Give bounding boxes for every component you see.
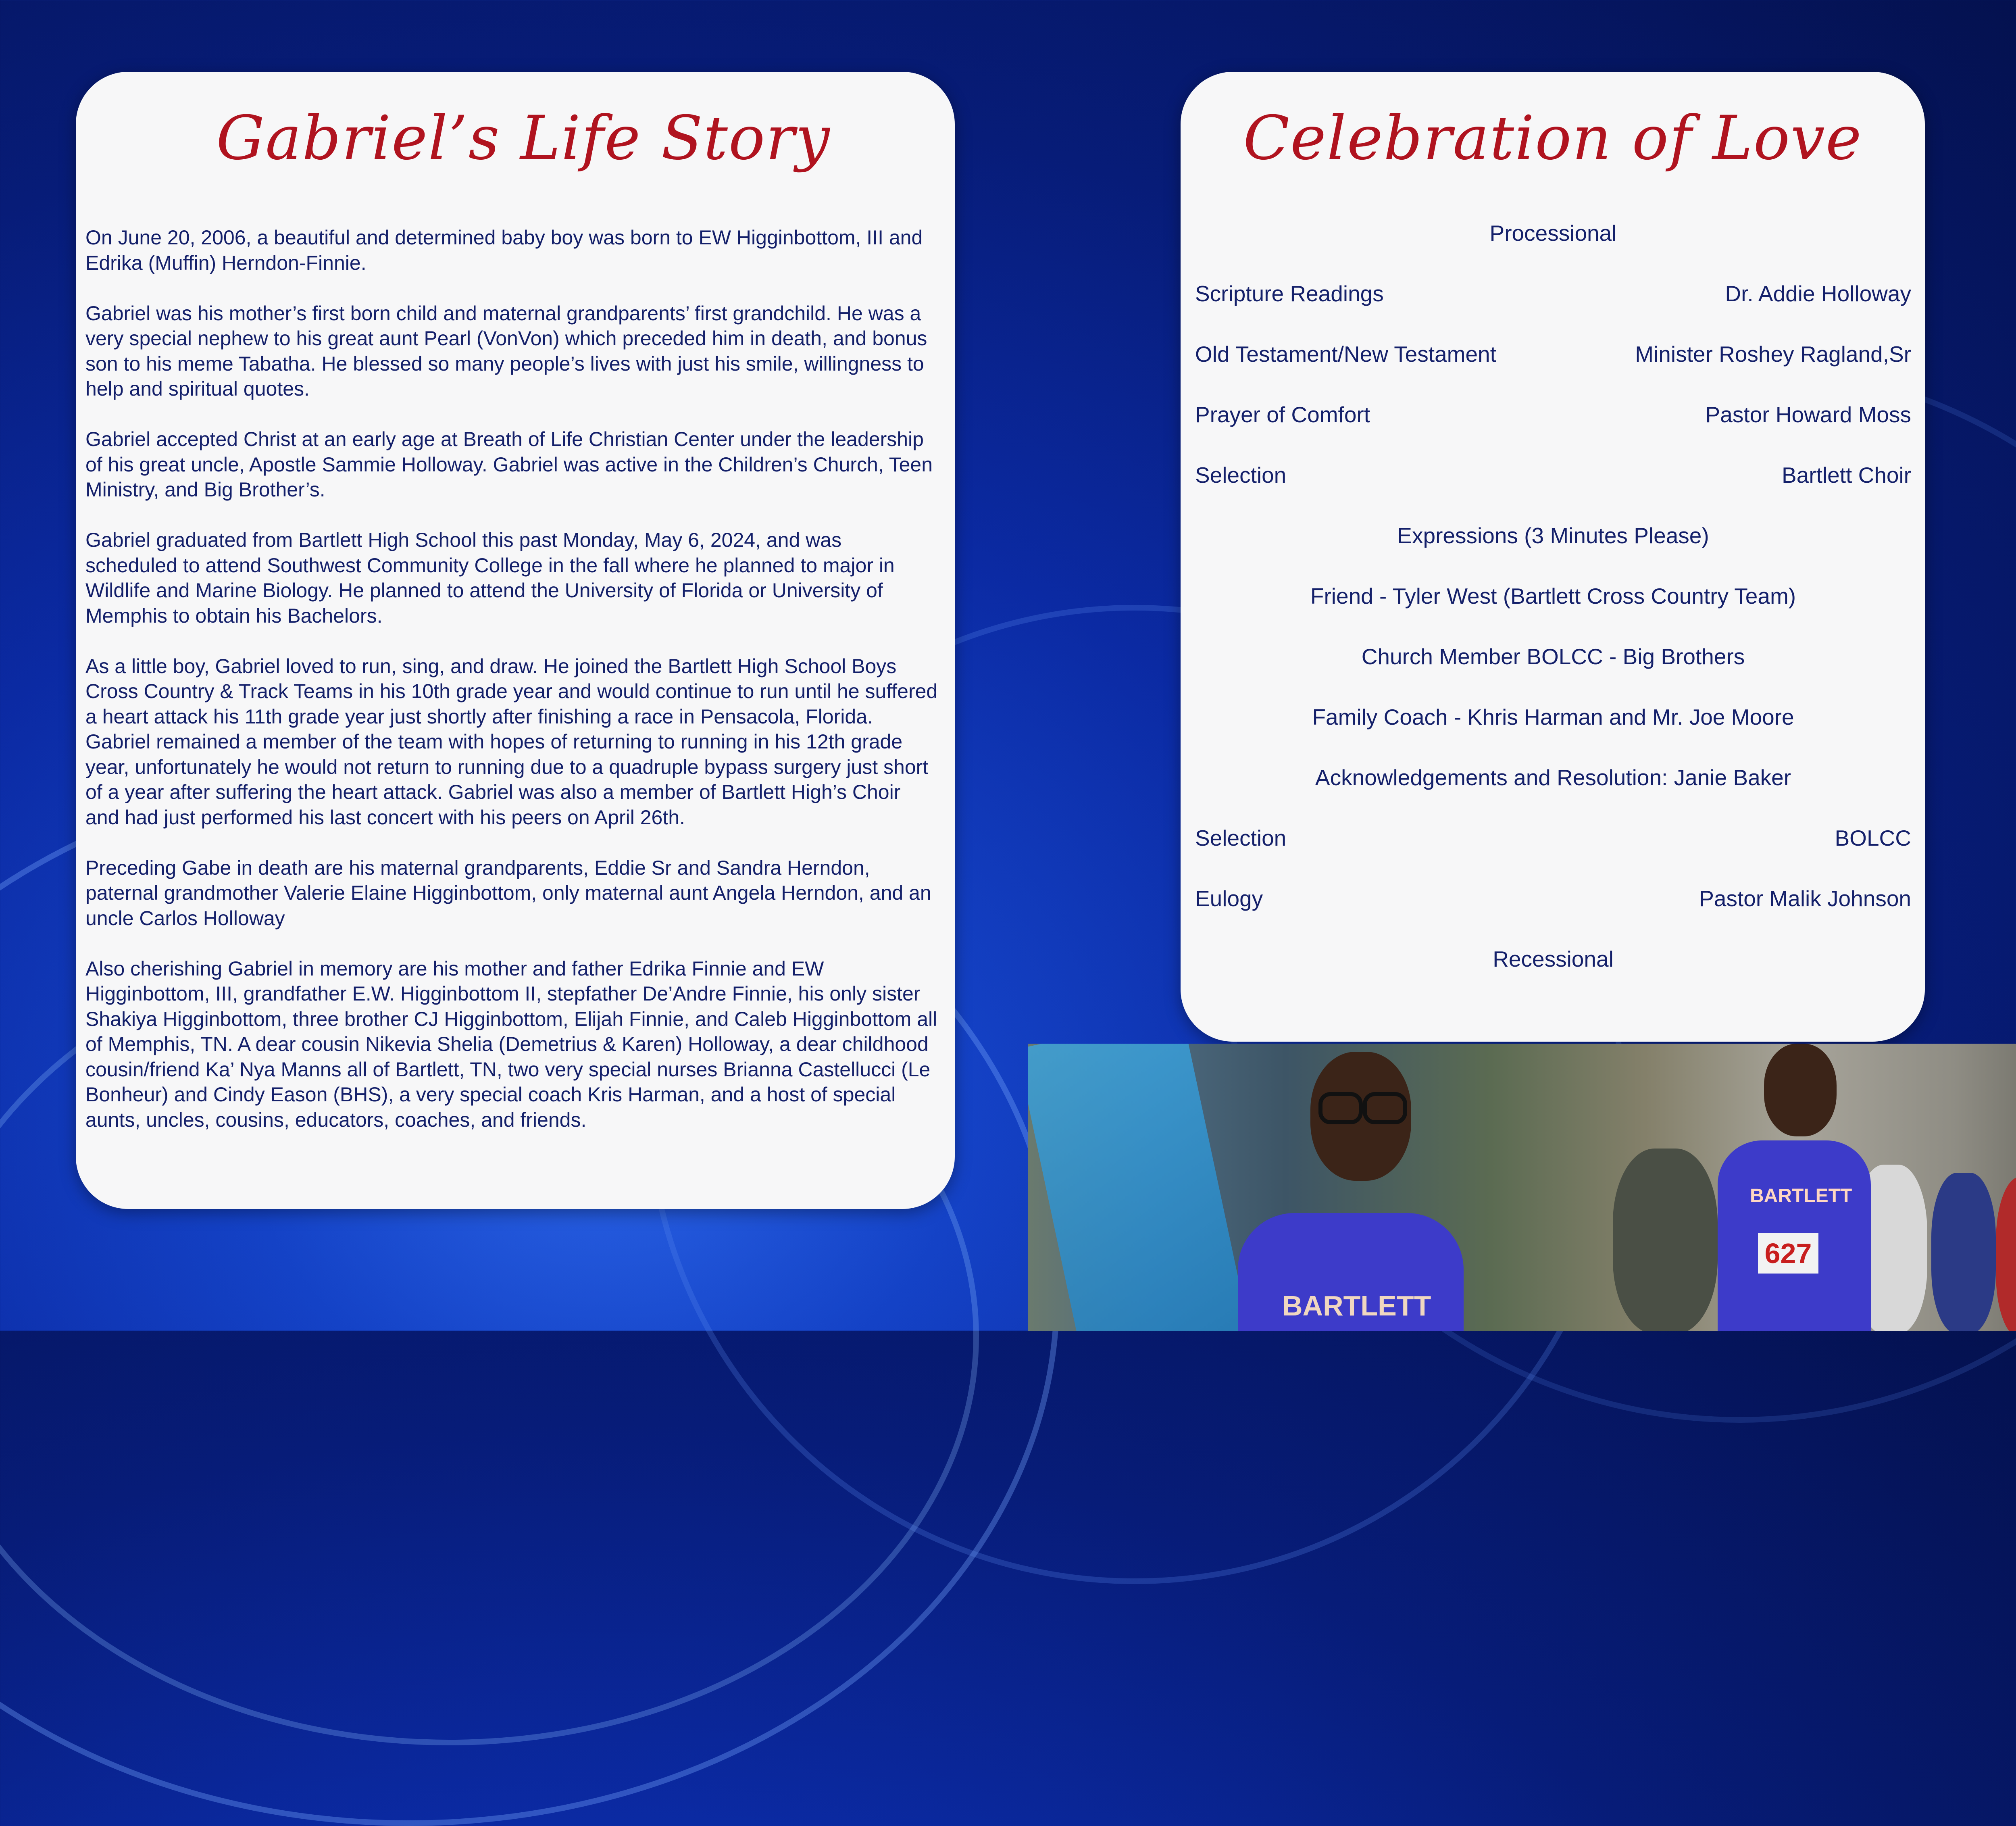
runner-photo [1028, 1044, 2016, 1331]
story-paragraph-6: Preceding Gabe in death are his maternal grandparents, Eddie Sr and Sandra Herndon, paternal grandmother Valerie Elaine Higginbottom, only maternal aunt Angela Herndon, and an uncle Carlos Holloway [85, 856, 931, 930]
runner-right-head [1764, 1044, 1837, 1136]
program-item-family-coach [1195, 687, 1911, 747]
life-story-panel [76, 72, 955, 1209]
story-paragraph-5: As a little boy, Gabriel loved to run, sing, and draw. He joined the Bartlett High School Boys Cross Country & Track Teams in his 10th grade year and would continue to run until he suffered a heart attack his 11th grade year just shortly after finishing a race in Pensacola, Florida. Gabriel remained a member of the team with hopes of returning to running in his 12th grade year, unfortunately he would not return to running due to a quadruple bypass surgery just short of a year after suffering the heart attack. Gabriel was also a member of Bartlett High’s Choir and had just performed his last concert with his peers on April 26th. [85, 655, 938, 829]
life-story-text [85, 225, 939, 1158]
program-item-label: Expressions (3 Minutes Please) [1397, 523, 1709, 548]
program-item-label: Eulogy [1195, 886, 1263, 911]
story-paragraph-1: On June 20, 2006, a beautiful and determined baby boy was born to EW Higginbottom, III and Edrika (Muffin) Herndon-Finnie. [85, 226, 923, 274]
program-item-eulogy [1195, 868, 1911, 929]
program-item-scripture [1195, 263, 1911, 324]
program-item-person: BOLCC [1835, 825, 1911, 850]
program-item-label: Church Member BOLCC - Big Brothers [1361, 644, 1745, 669]
story-paragraph-2: Gabriel was his mother’s first born child and maternal grandparents’ first grandchild. He was a very special nephew to his great aunt Pearl (VonVon) which preceded him in death, and bonus son to his meme Tabatha. He blessed so many people’s lives with just his smile, willingness to help and spiritual quotes. [85, 302, 927, 400]
race-banner [1028, 1044, 1258, 1331]
program-item-label: Recessional [1493, 946, 1614, 971]
story-paragraph-3: Gabriel accepted Christ at an early age at Breath of Life Christian Center under the leadership of his great uncle, Apostle Sammie Holloway. Gabriel was active in the Children’s Church, Teen Ministry, and Big Brother’s. [85, 428, 933, 501]
crowd-silhouette [1996, 1177, 2016, 1331]
program-item-label: Family Coach - Khris Harman and Mr. Joe Moore [1312, 705, 1794, 730]
crowd-silhouette [1613, 1149, 1718, 1331]
program-item-person: Bartlett Choir [1782, 463, 1911, 488]
program-item-recessional [1195, 929, 1911, 989]
program-item-processional [1195, 203, 1911, 263]
story-paragraph-4: Gabriel graduated from Bartlett High School this past Monday, May 6, 2024, and was scheduled to attend Southwest Community College in the fall where he planned to major in Wildlife and Marine Biology. He planned to attend the University of Florida or University of Memphis to obtain his Bachelors. [85, 529, 895, 627]
runner-bib: 627 [1758, 1233, 1818, 1274]
glasses-icon [1318, 1092, 1363, 1124]
program-item-friend [1195, 566, 1911, 626]
program-item-label: Old Testament/New Testament [1195, 342, 1496, 367]
runner-left-jersey-text: BARTLETT [1282, 1290, 1431, 1322]
program-item-prayer [1195, 384, 1911, 445]
program-title: Celebration of Love [1243, 103, 1862, 173]
program-list [1195, 221, 1911, 989]
glasses-icon [1363, 1092, 1407, 1124]
crowd-silhouette [1931, 1173, 1996, 1331]
program-item-label: Acknowledgements and Resolution: Janie Baker [1315, 765, 1791, 790]
program-item-person: Minister Roshey Ragland,Sr [1635, 342, 1911, 367]
program-item-church-member [1195, 626, 1911, 687]
runner-right-jersey-text: BARTLETT [1750, 1185, 1852, 1207]
program-item-testament [1195, 324, 1911, 384]
program-item-person: Pastor Malik Johnson [1699, 886, 1911, 911]
program-item-label: Selection [1195, 825, 1287, 850]
life-story-title: Gabriel’s Life Story [216, 103, 831, 173]
program-panel [1181, 72, 1925, 1042]
program-item-label: Friend - Tyler West (Bartlett Cross Country Team) [1310, 584, 1796, 609]
program-item-label: Selection [1195, 463, 1287, 488]
story-paragraph-7: Also cherishing Gabriel in memory are his mother and father Edrika Finnie and EW Higginbottom, III, grandfather E.W. Higginbottom II, stepfather De’Andre Finnie, his only sister Shakiya Higginbottom, three brother CJ Higginbottom, Elijah Finnie, and Caleb Higginbottom all of Memphis, TN. A dear cousin Nikevia Shelia (Demetrius & Karen) Holloway, a dear childhood cousin/friend Ka’ Nya Manns all of Bartlett, TN, two very special nurses Brianna Castellucci (Le Bonheur) and Cindy Eason (BHS), a very special coach Kris Harman, and a host of special aunts, uncles, cousins, educators, coaches, and friends. [85, 957, 937, 1131]
program-item-person: Pastor Howard Moss [1705, 402, 1911, 427]
program-item-selection-2 [1195, 808, 1911, 868]
program-item-expressions [1195, 505, 1911, 566]
program-item-person: Dr. Addie Holloway [1725, 281, 1911, 306]
program-item-acknowledgements [1195, 747, 1911, 808]
program-item-selection-1 [1195, 445, 1911, 505]
program-item-label: Processional [1489, 221, 1617, 246]
program-item-label: Prayer of Comfort [1195, 402, 1370, 427]
program-item-label: Scripture Readings [1195, 281, 1384, 306]
